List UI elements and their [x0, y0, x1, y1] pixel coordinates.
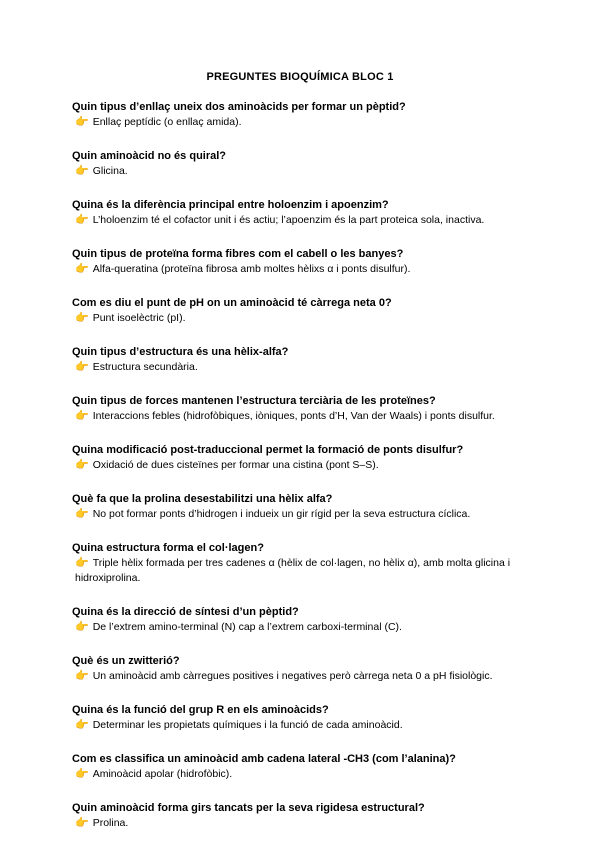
- answer-line: [72, 767, 532, 782]
- answer-text: Un aminoàcid amb càrregues positives i negatives però càrrega neta 0 a pH fisiològic.: [92, 670, 493, 682]
- question-block: [72, 605, 532, 635]
- answer-line: [72, 360, 532, 375]
- question-text: Quin aminoàcid no és quiral?: [72, 150, 227, 162]
- pointing-hand-icon: 👉: [75, 459, 89, 471]
- question-text: Quina modificació post-traduccional permet la formació de ponts disulfur?: [72, 444, 464, 456]
- answer-text: Aminoàcid apolar (hidrofòbic).: [92, 768, 233, 780]
- pointing-hand-icon: 👉: [75, 557, 89, 569]
- question-block: [72, 492, 532, 522]
- question-block: [72, 541, 532, 586]
- answer-text: L’holoenzim té el cofactor unit i és actiu; l’apoenzim és la part proteica sola, inactiva.: [92, 214, 485, 226]
- pointing-hand-icon: 👉: [75, 116, 89, 128]
- question-block: [72, 752, 532, 782]
- answer-line: [72, 409, 532, 424]
- question-block: [72, 654, 532, 684]
- answer-text: Enllaç peptídic (o enllaç amida).: [92, 116, 242, 128]
- question-text: Quin tipus de forces mantenen l’estructura terciària de les proteïnes?: [72, 395, 436, 407]
- question-text: Què és un zwitterió?: [72, 655, 180, 667]
- pointing-hand-icon: 👉: [75, 508, 89, 520]
- question-block: [72, 198, 532, 228]
- answer-line: [72, 311, 532, 326]
- answer-line: [72, 458, 532, 473]
- answer-line: [72, 262, 532, 277]
- question-block: [72, 247, 532, 277]
- question-block: [72, 296, 532, 326]
- answer-line: [72, 164, 532, 179]
- pointing-hand-icon: 👉: [75, 410, 89, 422]
- answer-line: [72, 669, 532, 684]
- answer-text: Estructura secundària.: [92, 361, 198, 373]
- question-text: Com es classifica un aminoàcid amb cadena lateral -CH3 (com l’alanina)?: [72, 753, 456, 765]
- answer-line: [72, 507, 532, 522]
- question-text: Quin tipus d’enllaç uneix dos aminoàcids per formar un pèptid?: [72, 101, 406, 113]
- answer-line: [72, 556, 532, 586]
- pointing-hand-icon: 👉: [75, 621, 89, 633]
- answer-line: [72, 115, 532, 130]
- question-text: Quin tipus d’estructura és una hèlix-alfa?: [72, 346, 289, 358]
- answer-text: Glicina.: [92, 165, 128, 177]
- question-text: Com es diu el punt de pH on un aminoàcid té càrrega neta 0?: [72, 297, 392, 309]
- pointing-hand-icon: 👉: [75, 670, 89, 682]
- answer-text: Oxidació de dues cisteïnes per formar una cistina (pont S–S).: [92, 459, 379, 471]
- question-block: [72, 801, 532, 831]
- answer-line: [72, 620, 532, 635]
- question-text: Quin aminoàcid forma girs tancats per la seva rigidesa estructural?: [72, 802, 425, 814]
- pointing-hand-icon: 👉: [75, 312, 89, 324]
- answer-text: Triple hèlix formada per tres cadenes α (hèlix de col·lagen, no hèlix α), amb molta glicina i hidroxiprolina.: [75, 557, 511, 584]
- answer-text: Punt isoelèctric (pI).: [92, 312, 186, 324]
- answer-line: [72, 816, 532, 831]
- pointing-hand-icon: 👉: [75, 768, 89, 780]
- question-block: [72, 443, 532, 473]
- answer-text: Alfa-queratina (proteïna fibrosa amb moltes hèlixs α i ponts disulfur).: [92, 263, 411, 275]
- answer-text: De l’extrem amino-terminal (N) cap a l’extrem carboxi-terminal (C).: [92, 621, 402, 633]
- pointing-hand-icon: 👉: [75, 165, 89, 177]
- question-block: [72, 149, 532, 179]
- question-block: [72, 345, 532, 375]
- answer-line: [72, 718, 532, 733]
- question-text: Quin tipus de proteïna forma fibres com el cabell o les banyes?: [72, 248, 404, 260]
- question-block: [72, 100, 532, 130]
- answer-text: Interaccions febles (hidrofòbiques, iòniques, ponts d’H, Van der Waals) i ponts disulfur.: [92, 410, 495, 422]
- question-text: Quina és la direcció de síntesi d’un pèptid?: [72, 606, 299, 618]
- pointing-hand-icon: 👉: [75, 263, 89, 275]
- answer-text: Determinar les propietats químiques i la funció de cada aminoàcid.: [92, 719, 403, 731]
- question-text: Quina és la funció del grup R en els aminoàcids?: [72, 704, 329, 716]
- answer-text: No pot formar ponts d’hidrogen i indueix un gir rígid per la seva estructura cíclica.: [92, 508, 471, 520]
- question-list: [72, 100, 532, 850]
- question-block: [72, 703, 532, 733]
- question-text: Què fa que la prolina desestabilitzi una hèlix alfa?: [72, 493, 333, 505]
- pointing-hand-icon: 👉: [75, 361, 89, 373]
- question-text: Quina és la diferència principal entre holoenzim i apoenzim?: [72, 199, 389, 211]
- answer-line: [72, 213, 532, 228]
- answer-text: Prolina.: [92, 817, 129, 829]
- page-title: PREGUNTES BIOQUÍMICA BLOC 1: [206, 71, 394, 83]
- pointing-hand-icon: 👉: [75, 817, 89, 829]
- pointing-hand-icon: 👉: [75, 719, 89, 731]
- pointing-hand-icon: 👉: [75, 214, 89, 226]
- question-text: Quina estructura forma el col·lagen?: [72, 542, 264, 554]
- question-block: [72, 394, 532, 424]
